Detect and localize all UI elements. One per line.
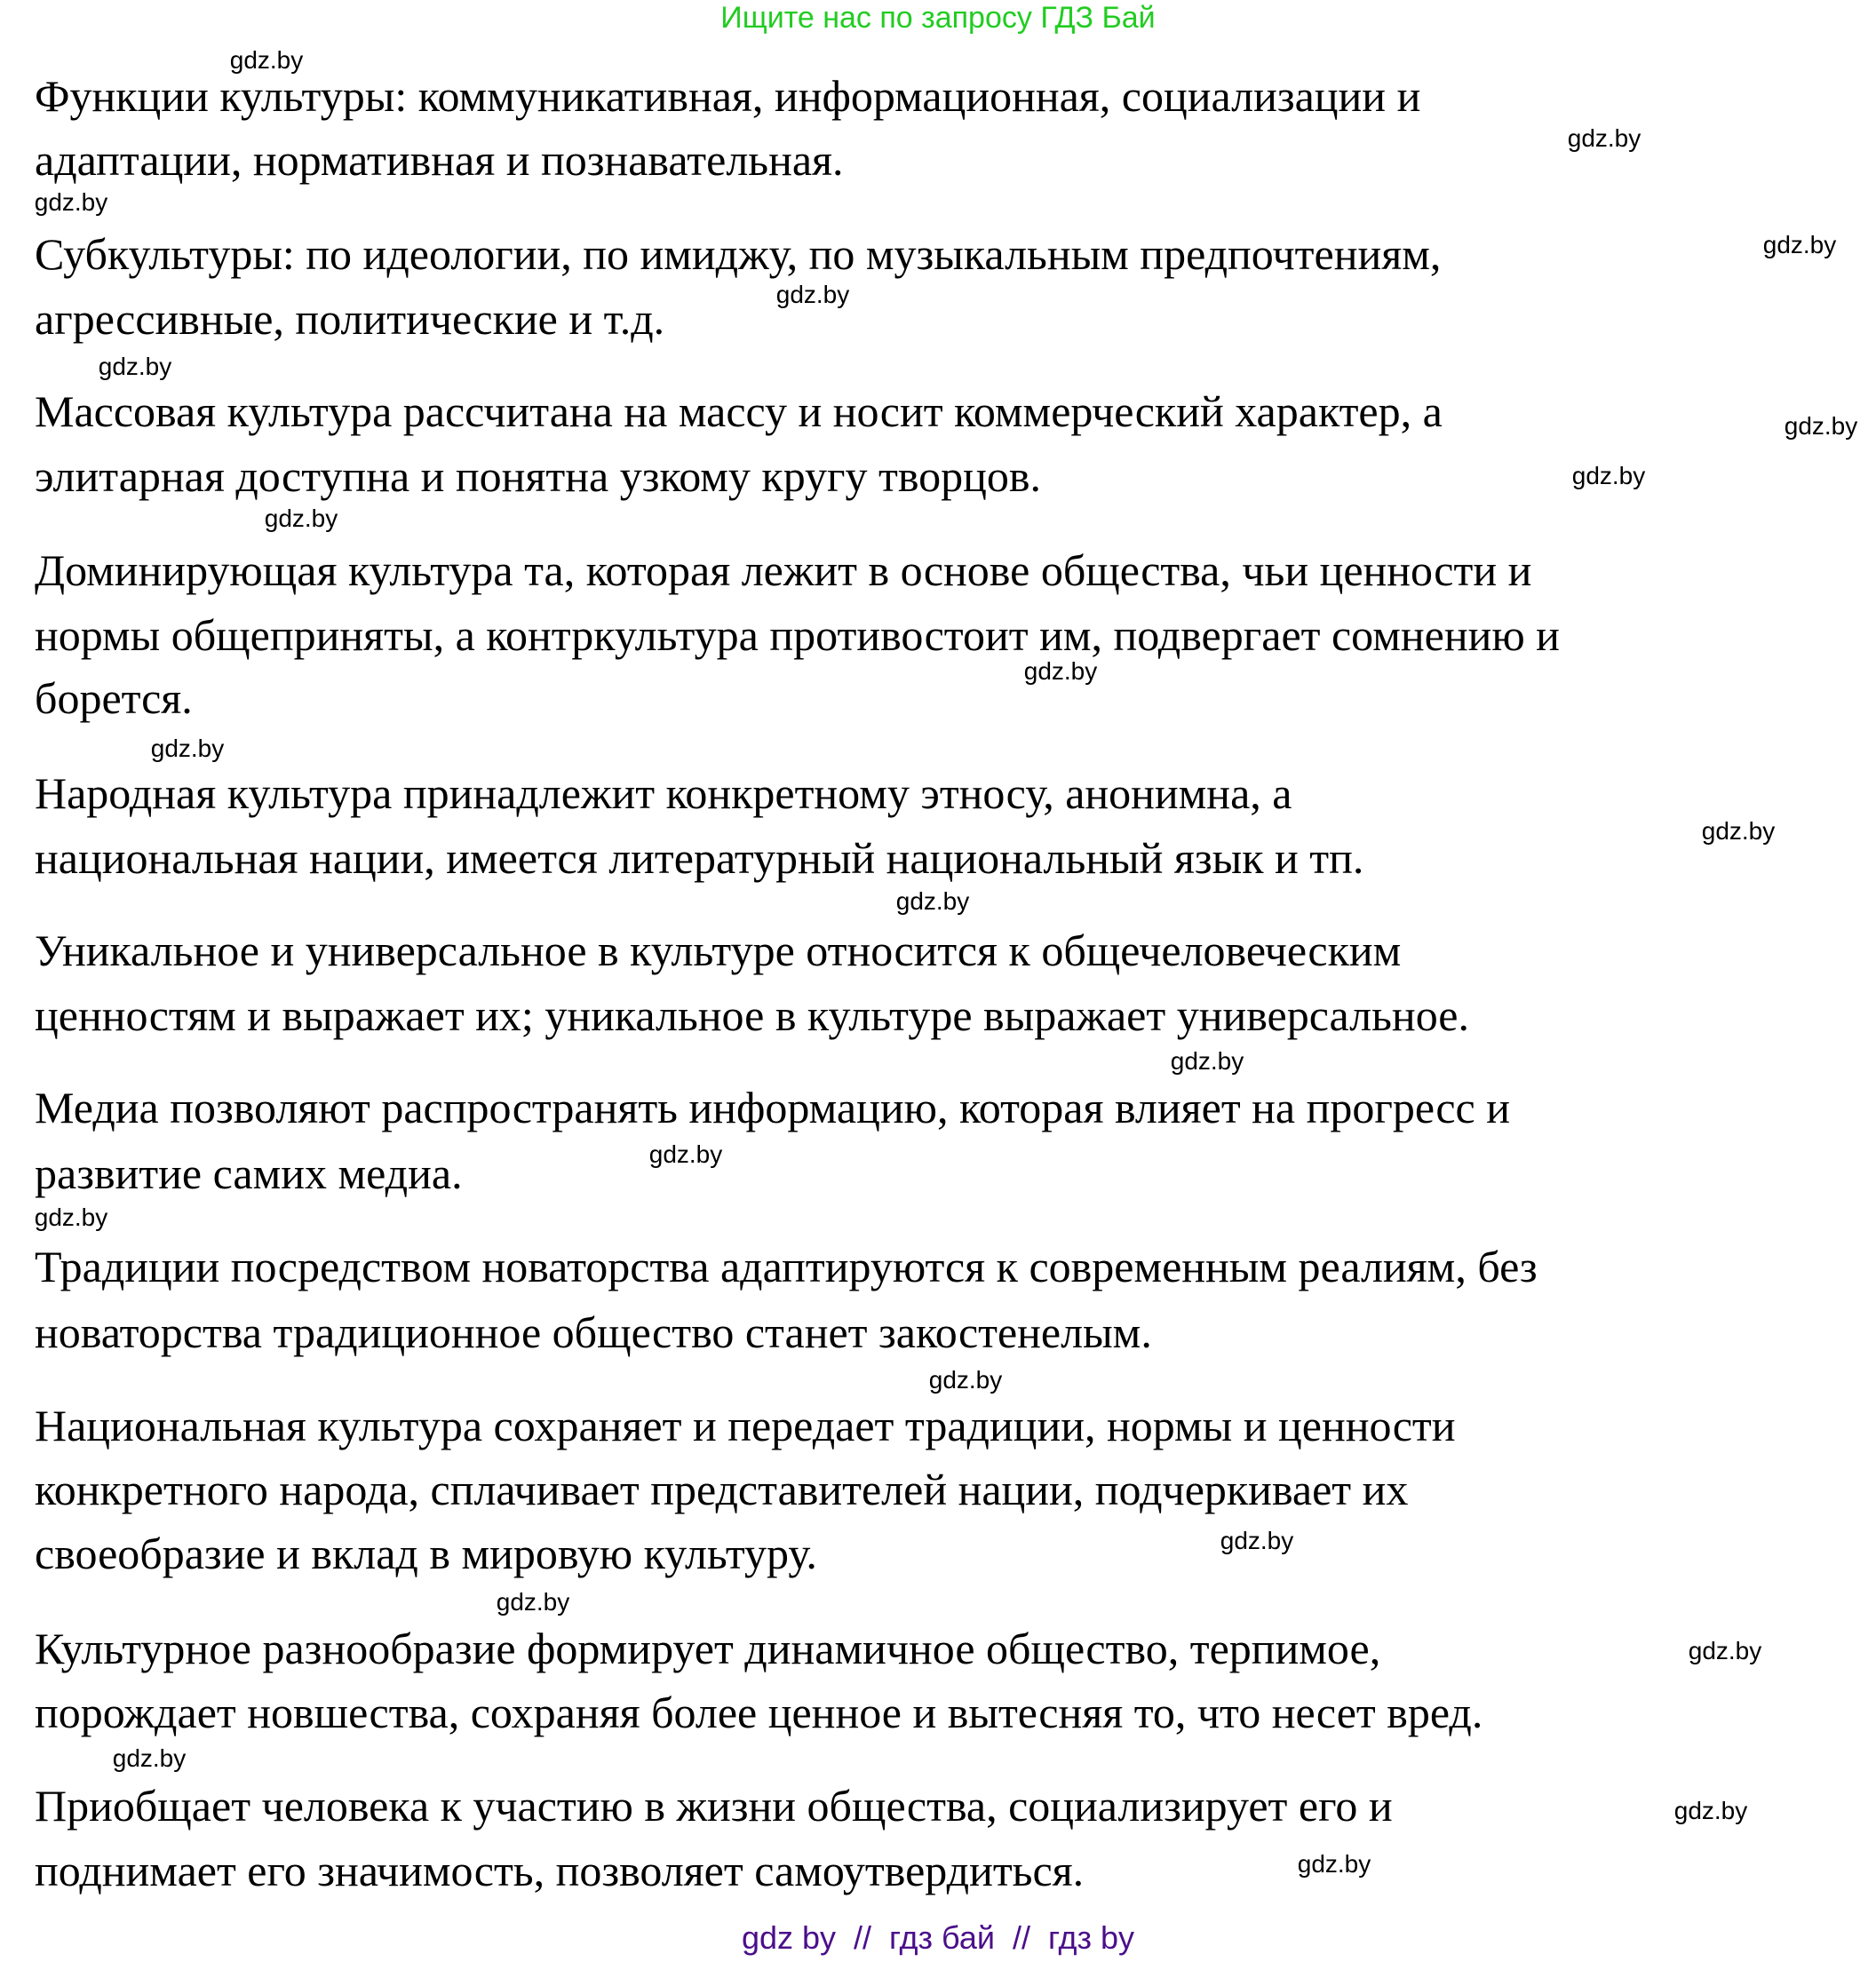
text-line: Приобщает человека к участию в жизни общества, социализирует его и: [35, 1781, 1393, 1831]
watermark: gdz.by: [34, 1203, 108, 1231]
text-line: агрессивные, политические и т.д.: [35, 294, 665, 344]
watermark: gdz.by: [1297, 1850, 1371, 1878]
watermark: gdz.by: [264, 504, 338, 532]
text-line: конкретного народа, сплачивает представителей нации, подчеркивает их: [35, 1465, 1409, 1514]
text-line: Субкультуры: по идеологии, по имиджу, по музыкальным предпочтениям,: [35, 229, 1442, 279]
watermark: gdz.by: [928, 1366, 1003, 1394]
watermark: gdz.by: [1762, 231, 1837, 258]
watermark: gdz.by: [1701, 817, 1776, 845]
watermark: gdz.by: [1571, 462, 1646, 489]
watermark: gdz.by: [1170, 1047, 1244, 1075]
watermark: gdz.by: [775, 281, 850, 308]
text-line: Культурное разнообразие формирует динамичное общество, терпимое,: [35, 1624, 1381, 1673]
watermark: gdz.by: [112, 1744, 187, 1772]
text-line: Традиции посредством новаторства адаптируются к современным реалиям, без: [35, 1242, 1538, 1291]
watermark: gdz.by: [1673, 1797, 1748, 1824]
watermark: gdz.by: [229, 46, 304, 74]
watermark: gdz.by: [1567, 124, 1642, 152]
watermark: gdz.by: [98, 353, 172, 380]
text-line: элитарная доступна и понятна узкому кругу творцов.: [35, 451, 1042, 501]
text-line: Функции культуры: коммуникативная, информационная, социализации и: [35, 71, 1421, 121]
text-line: Национальная культура сохраняет и передает традиции, нормы и ценности: [35, 1401, 1456, 1450]
text-line: национальная нации, имеется литературный национальный язык и тп.: [35, 833, 1364, 883]
text-line: Уникальное и универсальное в культуре относится к общечеловеческим: [35, 925, 1402, 975]
footer-watermark: gdz by // гдз бай // гдз by: [741, 1919, 1135, 1956]
text-line: порождает новшества, сохраняя более ценное и вытесняя то, что несет вред.: [35, 1688, 1483, 1737]
text-line: новаторства традиционное общество станет закостенелым.: [35, 1307, 1152, 1357]
text-line: поднимает его значимость, позволяет самоутвердиться.: [35, 1846, 1085, 1895]
watermark: gdz.by: [34, 188, 108, 216]
text-line: Народная культура принадлежит конкретному этносу, анонимна, а: [35, 768, 1292, 818]
text-line: развитие самих медиа.: [35, 1148, 463, 1198]
watermark: gdz.by: [496, 1588, 570, 1616]
text-line: Доминирующая культура та, которая лежит в основе общества, чьи ценности и: [35, 545, 1532, 595]
watermark: gdz.by: [1784, 412, 1858, 440]
text-line: борется.: [35, 673, 193, 723]
watermark: gdz.by: [1023, 657, 1098, 685]
text-line: Массовая культура рассчитана на массу и носит коммерческий характер, а: [35, 386, 1443, 436]
text-line: адаптации, нормативная и познавательная.: [35, 135, 844, 185]
watermark: gdz.by: [150, 735, 225, 762]
text-line: своеобразие и вклад в мировую культуру.: [35, 1529, 817, 1578]
watermark: gdz.by: [648, 1140, 723, 1168]
watermark: gdz.by: [895, 887, 970, 915]
search-banner: Ищите нас по запросу ГДЗ Бай: [720, 1, 1156, 35]
text-line: нормы общеприняты, а контркультура противостоит им, подвергает сомнению и: [35, 610, 1560, 660]
text-line: ценностям и выражает их; уникальное в культуре выражает универсальное.: [35, 990, 1469, 1040]
watermark: gdz.by: [1220, 1527, 1294, 1554]
watermark: gdz.by: [1688, 1637, 1762, 1664]
text-line: Медиа позволяют распространять информацию, которая влияет на прогресс и: [35, 1083, 1510, 1132]
